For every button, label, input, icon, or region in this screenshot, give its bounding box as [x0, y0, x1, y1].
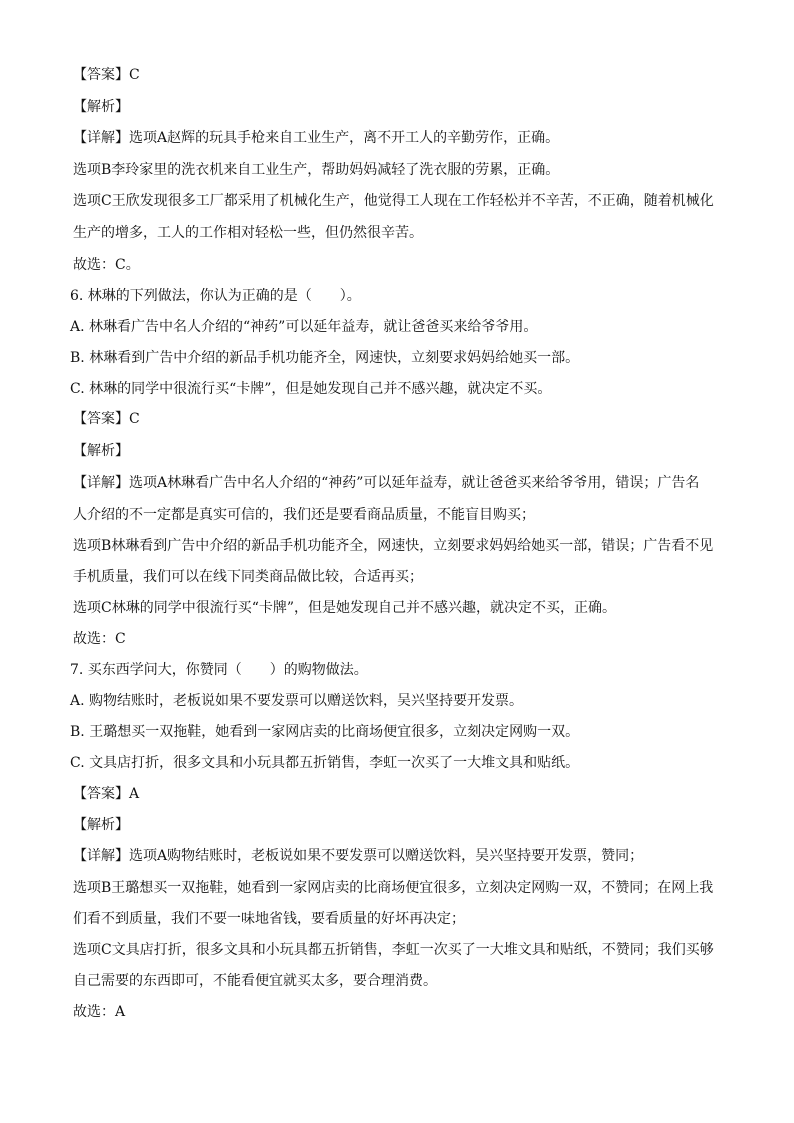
analysis-label: 【解析】	[73, 817, 129, 833]
detail-line: 自己需要的东西即可，不能看便宜就买太多，要合理消费。	[73, 973, 437, 989]
answer-label: 【答案】C	[73, 411, 140, 427]
detail-line: 选项B李玲家里的洗衣机来自工业生产，帮助妈妈减轻了洗衣服的劳累，正确。	[73, 162, 560, 178]
detail-line: 生产的增多，工人的工作相对轻松一些，但仍然很辛苦。	[73, 225, 423, 241]
option-c: C. 林琳的同学中很流行买“卡牌”，但是她发现自己并不感兴趣，就决定不买。	[70, 381, 552, 397]
detail-line: 【详解】选项A林琳看广告中名人介绍的“神药”可以延年益寿，就让爸爸买来给爷爷用，错误；广告名	[73, 475, 700, 491]
option-a: A. 购物结账时，老板说如果不要发票可以赠送饮料，吴兴坚持要开发票。	[70, 693, 524, 709]
question-6: 6. 林琳的下列做法，你认为正确的是（ ）。	[70, 288, 361, 304]
conclusion-line: 故选：C。	[73, 257, 140, 273]
analysis-label: 【解析】	[73, 443, 129, 459]
detail-line: 人介绍的不一定都是真实可信的，我们还是要看商品质量，不能盲目购买；	[73, 507, 535, 523]
detail-line: 选项C王欣发现很多工厂都采用了机械化生产，他觉得工人现在工作轻松并不辛苦，不正确，随着机械化	[73, 193, 714, 209]
detail-line: 【详解】选项A赵辉的玩具手枪来自工业生产，离不开工人的辛勤劳作，正确。	[73, 130, 560, 146]
detail-line: 手机质量，我们可以在线下同类商品做比较，合适再买；	[73, 569, 423, 585]
detail-line: 选项C林琳的同学中很流行买“卡牌”，但是她发现自己并不感兴趣，就决定不买，正确。	[73, 600, 617, 616]
question-7: 7. 买东西学问大，你赞同（ ）的购物做法。	[70, 662, 368, 678]
option-b: B. 林琳看到广告中介绍的新品手机功能齐全，网速快，立刻要求妈妈给她买一部。	[70, 350, 580, 366]
option-c: C. 文具店打折，很多文具和小玩具都五折销售，李虹一次买了一大堆文具和贴纸。	[70, 755, 580, 771]
detail-line: 【详解】选项A购物结账时，老板说如果不要发票可以赠送饮料，吴兴坚持要开发票，赞同；	[73, 848, 644, 864]
answer-label: 【答案】C	[73, 67, 140, 83]
detail-line: 选项B林琳看到广告中介绍的新品手机功能齐全，网速快，立刻要求妈妈给她买一部，错误；广告看不见	[73, 538, 714, 554]
conclusion-line: 故选：C	[73, 631, 126, 647]
analysis-label: 【解析】	[73, 99, 129, 115]
detail-line: 选项B王璐想买一双拖鞋，她看到一家网店卖的比商场便宜很多，立刻决定网购一双，不赞同；在网上我	[73, 880, 714, 896]
detail-line: 选项C文具店打折，很多文具和小玩具都五折销售，李虹一次买了一大堆文具和贴纸，不赞同；我们买够	[73, 942, 714, 958]
conclusion-line: 故选：A	[73, 1004, 126, 1020]
detail-line: 们看不到质量，我们不要一味地省钱，要看质量的好坏再决定；	[73, 911, 465, 927]
option-a: A. 林琳看广告中名人介绍的“神药”可以延年益寿，就让爸爸买来给爷爷用。	[70, 319, 538, 335]
answer-label: 【答案】A	[73, 786, 140, 802]
option-b: B. 王璐想买一双拖鞋，她看到一家网店卖的比商场便宜很多，立刻决定网购一双。	[70, 724, 580, 740]
